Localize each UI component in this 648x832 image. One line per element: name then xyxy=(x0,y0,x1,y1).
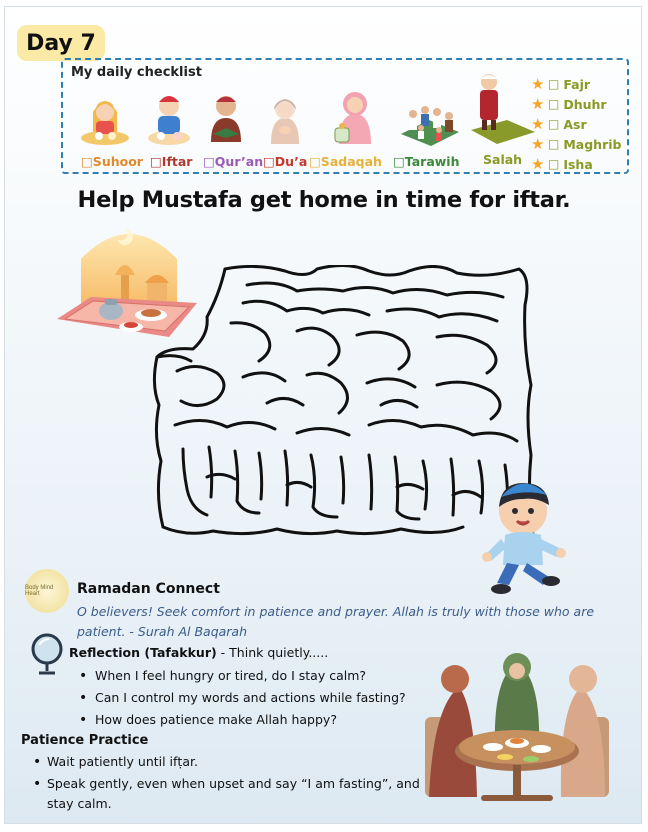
prayer-maghrib[interactable]: ★ □ Maghrib xyxy=(531,135,622,153)
tarawih-illustration xyxy=(399,94,461,153)
checklist-title: My daily checklist xyxy=(71,65,202,80)
body-mind-heart-logo: Body Mind Heart xyxy=(25,569,69,613)
checklist-item-salah[interactable]: Salah xyxy=(483,152,523,167)
mustafa-character xyxy=(479,477,571,599)
list-item: • When I feel hungry or tired, do I stay calm? xyxy=(77,665,406,687)
checkbox-icon: □ xyxy=(548,137,560,151)
list-item: • How does patience make Allah happy? xyxy=(77,709,406,731)
checklist-item-iftar[interactable]: □Iftar xyxy=(150,154,193,169)
prayer-dhuhr[interactable]: ★ □ Dhuhr xyxy=(531,95,607,113)
mirror-icon xyxy=(29,633,65,675)
reflection-questions xyxy=(77,665,406,731)
day-badge: Day 7 xyxy=(17,25,105,61)
checkbox-icon: □ xyxy=(548,97,560,111)
suhoor-illustration xyxy=(79,88,131,151)
list-item: • Speak gently, even when upset and say “I am fasting”, and stay calm. xyxy=(31,774,441,814)
salah-illustration xyxy=(467,70,537,151)
star-icon: ★ xyxy=(531,75,545,93)
ramadan-connect-title: Ramadan Connect xyxy=(77,581,220,597)
sadaqah-illustration xyxy=(331,88,379,153)
checkbox-icon: □ xyxy=(548,157,560,171)
patience-practice-title: Patience Practice xyxy=(21,733,149,748)
prayer-fajr[interactable]: ★ □ Fajr xyxy=(531,75,591,93)
quran-illustration xyxy=(203,92,249,153)
checklist-item-quran[interactable]: □Qur’an xyxy=(203,154,264,169)
checklist-item-suhoor[interactable]: □Suhoor xyxy=(81,154,143,169)
prayer-asr[interactable]: ★ □ Asr xyxy=(531,115,587,133)
star-icon: ★ xyxy=(531,155,545,173)
worksheet-page xyxy=(4,6,642,824)
dua-illustration xyxy=(265,94,305,153)
daily-checklist xyxy=(61,58,629,174)
checklist-item-dua[interactable]: □Du’a xyxy=(263,154,308,169)
checklist-item-tarawih[interactable]: □Tarawih xyxy=(393,154,460,169)
list-item: • Can I control my words and actions while fasting? xyxy=(77,687,406,709)
checkbox-icon: □ xyxy=(548,117,560,131)
prayer-list xyxy=(531,74,621,174)
quran-verse: O believers! Seek comfort in patience and prayer. Allah is truly with those who are patient. - Surah Al Baqarah xyxy=(77,604,595,639)
star-icon: ★ xyxy=(531,115,545,133)
checkbox-icon: □ xyxy=(548,77,560,91)
star-icon: ★ xyxy=(531,135,545,153)
family-iftar-illustration xyxy=(419,647,615,805)
star-icon: ★ xyxy=(531,95,545,113)
checklist-item-sadaqah[interactable]: □Sadaqah xyxy=(309,154,382,169)
prayer-isha[interactable]: ★ □ Isha xyxy=(531,155,593,173)
patience-practice-section xyxy=(21,733,441,816)
maze-instructions: Help Mustafa get home in time for iftar. xyxy=(77,187,571,213)
list-item: • Wait patiently until ifṭar. xyxy=(31,752,441,772)
reflection-title: Reflection (Tafakkur) - Think quietly..... xyxy=(69,645,329,660)
iftar-illustration xyxy=(147,90,191,151)
